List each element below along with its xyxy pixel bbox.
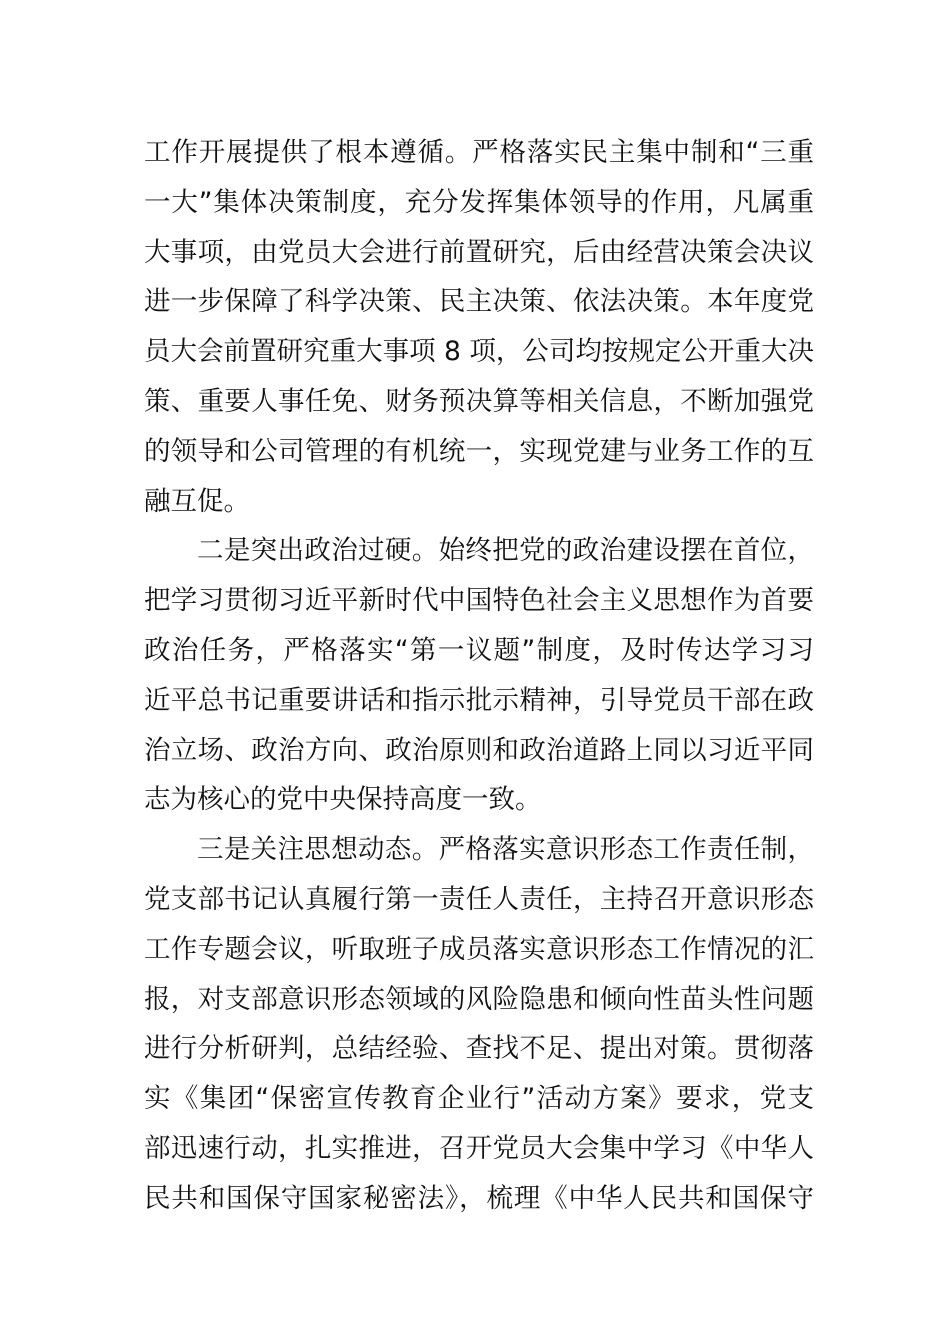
text-line: 策、重要人事任免、财务预决算等相关信息，不断加强党 <box>144 385 814 417</box>
text-line: 志为核心的党中央保持高度一致。 <box>144 784 542 816</box>
paragraph-2 <box>144 526 814 825</box>
text-line: 员大会前置研究重大事项 8 项，公司均按规定公开重大决 <box>144 336 814 368</box>
text-line: 工作开展提供了根本遵循。严格落实民主集中制和“三重 <box>144 137 814 168</box>
text-line: 大事项，由党员大会进行前置研究，后由经营决策会决议 <box>144 236 814 268</box>
text-line: 部迅速行动，扎实推进，召开党员大会集中学习《中华人 <box>144 1132 814 1164</box>
document-body <box>144 128 814 1224</box>
text-line: 实《集团“保密宣传教育企业行”活动方案》要求，党支 <box>144 1083 814 1115</box>
text-line: 二是突出政治过硬。始终把党的政治建设摆在首位， <box>197 535 814 567</box>
text-line: 党支部书记认真履行第一责任人责任，主持召开意识形态 <box>144 883 814 915</box>
paragraph-3 <box>144 825 814 1223</box>
text-line: 进一步保障了科学决策、民主决策、依法决策。本年度党 <box>144 286 814 318</box>
text-line: 政治任务，严格落实“第一议题”制度，及时传达学习习 <box>144 634 814 666</box>
text-line: 三是关注思想动态。严格落实意识形态工作责任制， <box>197 834 814 866</box>
paragraph-1 <box>144 128 814 526</box>
text-line: 治立场、政治方向、政治原则和政治道路上同以习近平同 <box>144 734 814 766</box>
text-line: 民共和国保守国家秘密法》，梳理《中华人民共和国保守 <box>144 1182 814 1214</box>
text-line: 进行分析研判，总结经验、查找不足、提出对策。贯彻落 <box>144 1033 814 1065</box>
text-line: 把学习贯彻习近平新时代中国特色社会主义思想作为首要 <box>144 585 814 617</box>
text-line: 融互促。 <box>144 485 250 517</box>
text-line: 的领导和公司管理的有机统一，实现党建与业务工作的互 <box>144 435 814 467</box>
text-line: 报，对支部意识形态领域的风险隐患和倾向性苗头性问题 <box>144 983 814 1015</box>
text-line: 工作专题会议，听取班子成员落实意识形态工作情况的汇 <box>144 933 814 965</box>
text-line: 近平总书记重要讲话和指示批示精神，引导党员干部在政 <box>144 684 814 716</box>
text-line: 一大”集体决策制度，充分发挥集体领导的作用，凡属重 <box>144 186 814 218</box>
